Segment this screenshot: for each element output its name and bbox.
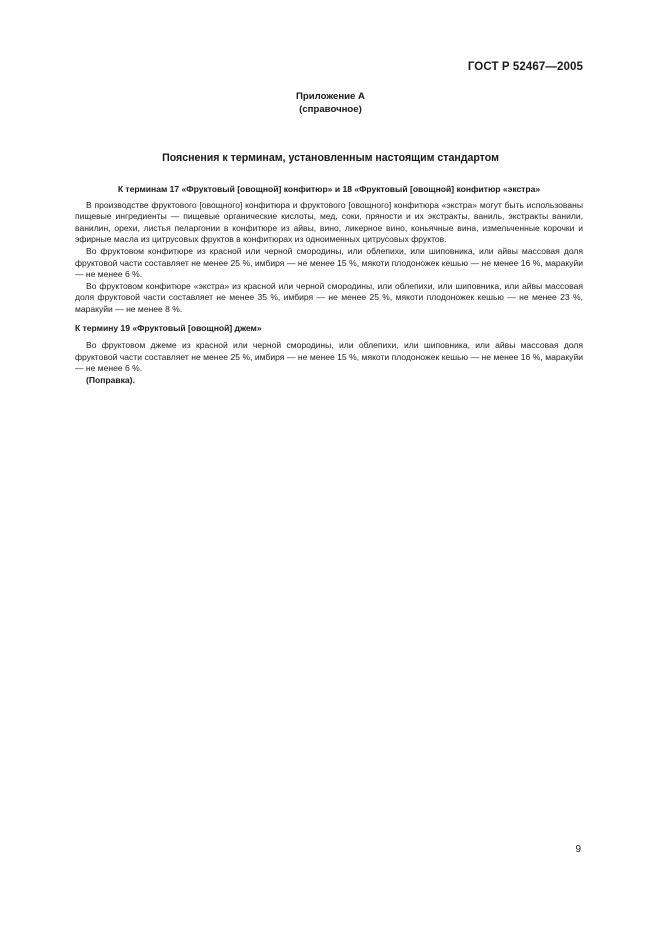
term-19-heading: К термину 19 «Фруктовый [овощной] джем» [75, 322, 262, 333]
section-title: Пояснения к терминам, установленным настоящим стандартом [162, 152, 499, 164]
annex-title: Приложение А [296, 91, 365, 102]
document-body [75, 184, 583, 387]
amendment-note: (Поправка). [86, 374, 135, 385]
annex-type: (справочное) [299, 103, 362, 115]
body-paragraph: Во фруктовом конфитюре «экстра» из красной или черной смородины, или облепихи, или шиповника, или айвы массовая доля фруктовой части составляет не менее 35 %, имбиря — не менее 25 %, мякоти плодоножек кешью — не менее 23 %, маракуйи — не менее 8 %. [75, 280, 583, 314]
document-code: ГОСТ Р 52467—2005 [467, 61, 583, 73]
annex-heading [0, 91, 661, 116]
terms-17-18-heading: К терминам 17 «Фруктовый [овощной] конфитюр» и 18 «Фруктовый [овощной] конфитюр «экстра» [117, 184, 541, 194]
body-paragraph: В производстве фруктового [овощного] конфитюра и фруктового [овощного] конфитюра «экстра» могут быть использованы пищевые ингредиенты — пищевые органические кислоты, мед, соки, пряности и их экстракты, ваниль, экстракты ванили, ванилин, орехи, листья пеларгонии в конфитюре из айвы, вино, ликерное вино, коньячные вина, измельченные корочки и эфирные масла из цитрусовых фруктов в конфитюрах из одноименных цитрусовых фруктов. [75, 199, 583, 245]
body-paragraph: Во фруктовом конфитюре из красной или черной смородины, или облепихи, или шиповника, или айвы массовая доля фруктовой части составляет не менее 25 %, имбиря — не менее 15 %, мякоти плодоножек кешью — не менее 16 %, маракуйи — не менее 6 %. [75, 245, 583, 280]
page-number: 9 [575, 844, 581, 855]
body-paragraph: Во фруктовом джеме из красной или черной смородины, или облепихи, или шиповника, или айвы массовая доля фруктовой части составляет не менее 25 %, имбиря — не менее 15 %, мякоти плодоножек кешью — не менее 16 %, маракуйи — не менее 6 %. [75, 340, 583, 374]
